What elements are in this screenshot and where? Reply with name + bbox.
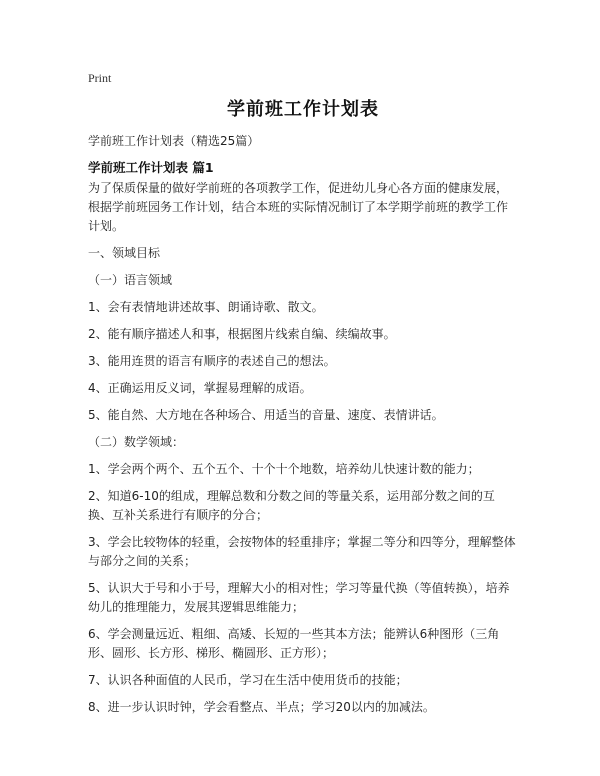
heading-language-domain: （一）语言领域	[88, 273, 173, 287]
list-item: 8、进一步认识时钟，学会看整点、半点；学习20以内的加减法。	[88, 700, 435, 714]
document-body	[88, 179, 518, 725]
intro-paragraph: 为了保质保量的做好学前班的各项教学工作，促进幼儿身心各方面的健康发展，根据学前班园务工作计划，结合本班的实际情况制订了本学期学前班的教学工作计划。	[88, 181, 509, 233]
list-item: 3、学会比较物体的轻重，会按物体的轻重排序；掌握二等分和四等分，理解整体与部分之间的关系；	[88, 535, 516, 568]
list-item: 3、能用连贯的语言有顺序的表述自己的想法。	[88, 354, 336, 368]
heading-domain-goals: 一、领域目标	[88, 246, 161, 260]
page-title: 学前班工作计划表	[227, 99, 379, 120]
list-item: 7、认识各种面值的人民币，学习在生活中使用货币的技能；	[88, 673, 408, 687]
list-item: 2、知道6-10的组成，理解总数和分数之间的等量关系，运用部分数之间的互换、互补关系进行有顺序的分合；	[88, 489, 495, 522]
section-heading: 学前班工作计划表 篇1	[88, 160, 214, 175]
list-item: 1、会有表情地讲述故事、朗诵诗歌、散文。	[88, 300, 324, 314]
list-item: 2、能有顺序描述人和事，根据图片线索自编、续编故事。	[88, 327, 396, 341]
heading-math-domain: （二）数学领域：	[88, 435, 185, 449]
print-label: Print	[88, 71, 112, 85]
list-item: 5、认识大于号和小于号，理解大小的相对性；学习等量代换（等值转换），培养幼儿的推理能力，发展其逻辑思维能力；	[88, 581, 510, 614]
list-item: 1、学会两个两个、五个五个、十个十个地数，培养幼儿快速计数的能力；	[88, 462, 480, 476]
list-item: 5、能自然、大方地在各种场合、用适当的音量、速度、表情讲话。	[88, 408, 444, 422]
list-item: 6、学会测量远近、粗细、高矮、长短的一些其本方法；能辨认6种图形（三角形、圆形、长方形、梯形、椭圆形、正方形）；	[88, 627, 500, 660]
document-subtitle: 学前班工作计划表（精选25篇）	[88, 134, 260, 148]
list-item: 4、正确运用反义词，掌握易理解的成语。	[88, 381, 312, 395]
